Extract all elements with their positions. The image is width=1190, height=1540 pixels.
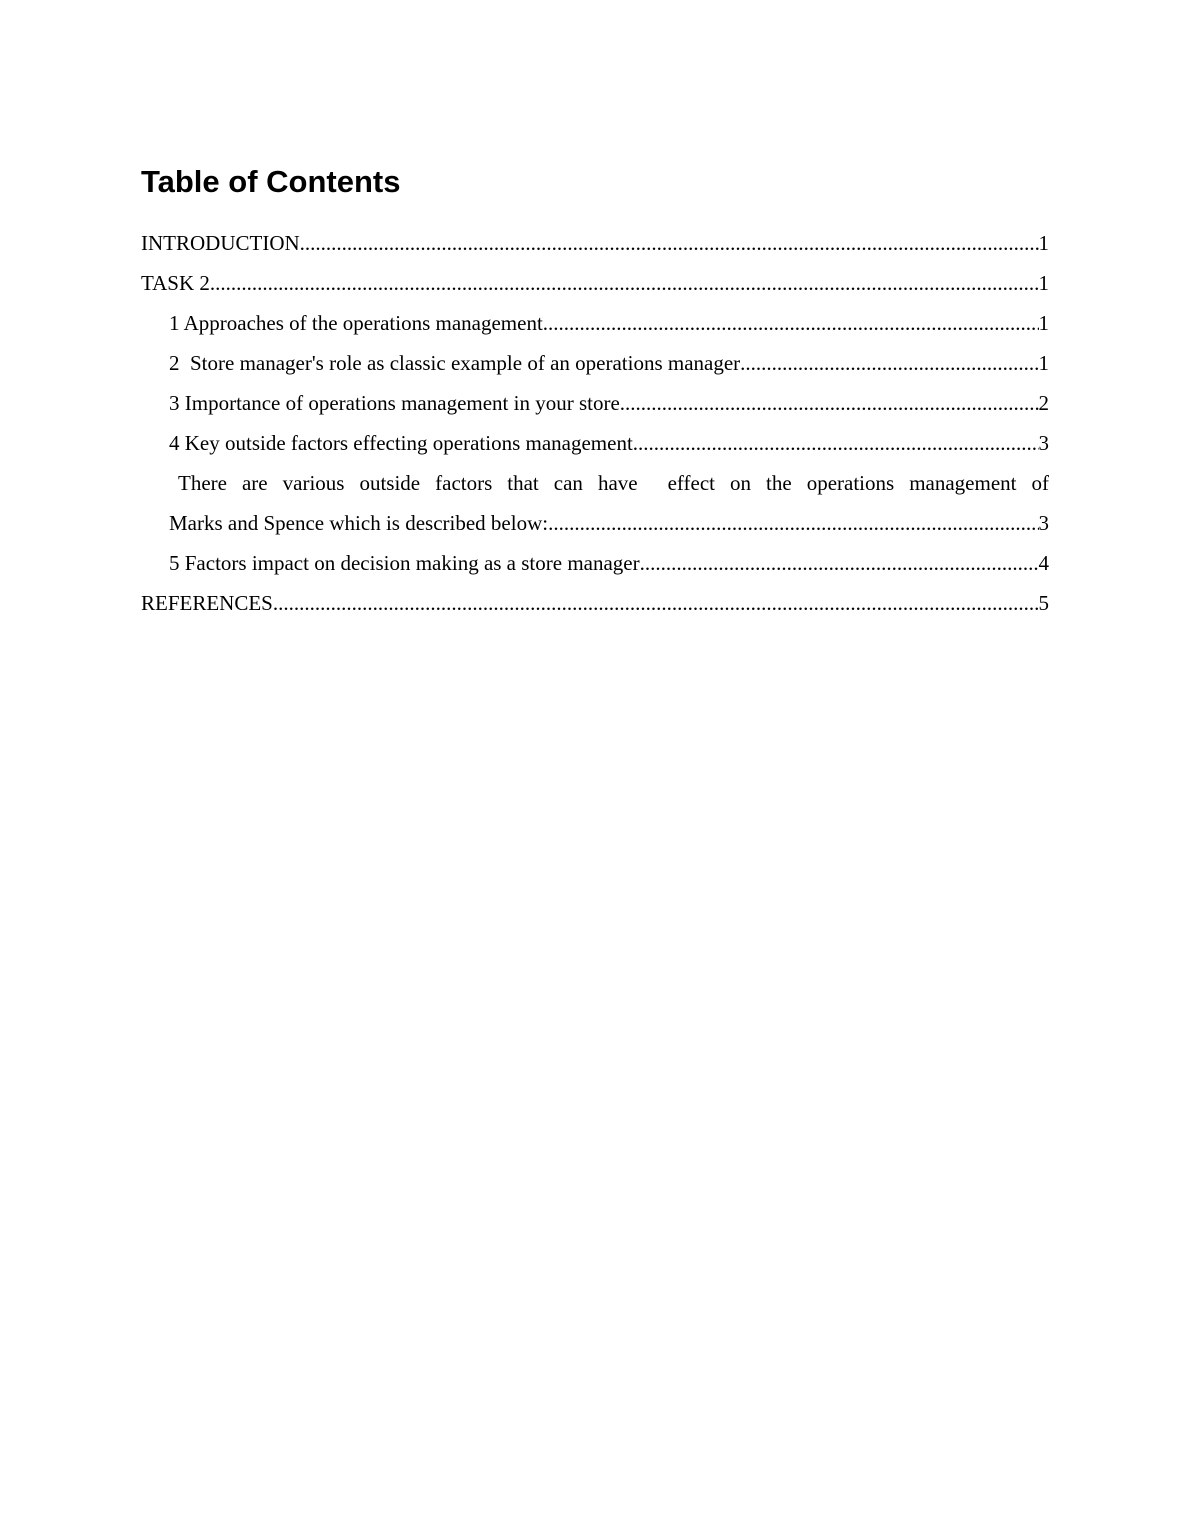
toc-entry-label: 5 Factors impact on decision making as a store manager bbox=[169, 551, 640, 575]
toc-dot-leader bbox=[640, 543, 1039, 583]
toc-dot-leader bbox=[740, 343, 1038, 383]
toc-dot-leader bbox=[300, 223, 1039, 263]
toc-entry-label: 2 Store manager's role as classic example of an operations manager bbox=[169, 351, 741, 375]
toc-entry-page: 4 bbox=[1038, 551, 1049, 575]
toc-dot-leader bbox=[210, 263, 1039, 303]
toc-dot-leader bbox=[543, 303, 1039, 343]
toc-entry-page: 3 bbox=[1038, 511, 1049, 535]
toc-dot-leader bbox=[633, 423, 1039, 463]
toc-entry-page: 1 bbox=[1038, 311, 1049, 335]
toc-entry-label: REFERENCES bbox=[141, 591, 273, 615]
toc-title: Table of Contents bbox=[141, 164, 401, 199]
table-of-contents bbox=[141, 223, 1049, 623]
toc-entry-page: 1 bbox=[1038, 231, 1049, 255]
toc-entry-approaches[interactable] bbox=[141, 303, 1049, 343]
toc-dot-leader bbox=[620, 383, 1039, 423]
toc-entry-page: 5 bbox=[1038, 591, 1049, 615]
toc-entry-page: 1 bbox=[1038, 351, 1049, 375]
toc-entry-line-2 bbox=[169, 503, 1049, 543]
toc-dot-leader bbox=[548, 503, 1038, 543]
toc-entry-importance[interactable] bbox=[141, 383, 1049, 423]
toc-entry-page: 1 bbox=[1038, 271, 1049, 295]
toc-entry-references[interactable] bbox=[141, 583, 1049, 623]
toc-entry-decision-making-factors[interactable] bbox=[141, 543, 1049, 583]
toc-entry-key-outside-factors[interactable] bbox=[141, 423, 1049, 463]
toc-entry-label: 4 Key outside factors effecting operations management bbox=[169, 431, 633, 455]
toc-entry-label-line-1: There are various outside factors that can have effect on the operations management of bbox=[178, 471, 1049, 495]
toc-entry-label-line-2: Marks and Spence which is described below: bbox=[169, 511, 549, 535]
toc-entry-label: TASK 2 bbox=[141, 271, 210, 295]
toc-dot-leader bbox=[273, 583, 1039, 623]
toc-entry-page: 2 bbox=[1038, 391, 1049, 415]
toc-entry-various-outside-factors[interactable] bbox=[141, 463, 1049, 543]
toc-entry-label: 1 Approaches of the operations management bbox=[169, 311, 543, 335]
toc-entry-label: 3 Importance of operations management in your store bbox=[169, 391, 620, 415]
toc-entry-task-2[interactable] bbox=[141, 263, 1049, 303]
toc-entry-introduction[interactable] bbox=[141, 223, 1049, 263]
toc-entry-page: 3 bbox=[1038, 431, 1049, 455]
toc-entry-store-manager-role[interactable] bbox=[141, 343, 1049, 383]
toc-entry-label: INTRODUCTION bbox=[141, 231, 300, 255]
